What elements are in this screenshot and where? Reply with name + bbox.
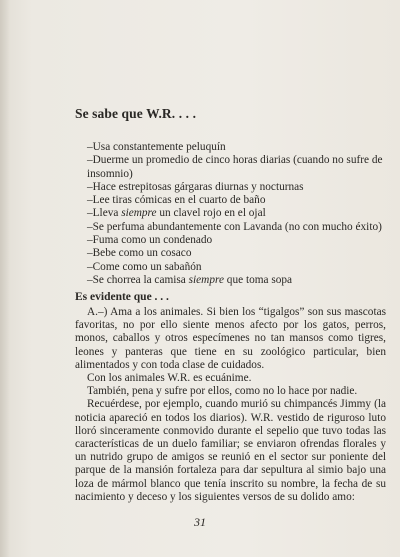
list-item: –Bebe como un cosaco xyxy=(87,247,192,260)
list-item: –Lee tiras cómicas en el cuarto de baño xyxy=(87,194,266,207)
paragraph: Con los animales W.R. es ecuánime. xyxy=(87,372,252,385)
list-item: –Fuma como un condenado xyxy=(87,234,213,247)
habits-list xyxy=(87,141,387,287)
list-item: –Lleva siempre un clavel rojo en el ojal xyxy=(87,207,266,220)
list-item: –Se perfuma abundantemente con Lavanda (no con mucho éxito) xyxy=(87,220,382,233)
list-item: –Duerme un promedio de cinco horas diarias (cuando no sufre de insomnio) xyxy=(87,154,383,180)
section-heading-es-evidente: Es evidente que . . . xyxy=(75,291,169,303)
list-item: –Usa constantemente peluquín xyxy=(87,141,226,153)
list-item: –Se chorrea la camisa siempre que toma sopa xyxy=(87,273,293,286)
page-number: 31 xyxy=(194,515,206,529)
section-heading-se-sabe: Se sabe que W.R. . . . xyxy=(75,106,197,121)
list-item: –Hace estrepitosas gárgaras diurnas y nocturnas xyxy=(87,180,304,193)
paragraph: También, pena y sufre por ellos, como no lo hace por nadie. xyxy=(87,385,358,398)
paragraph: A.–) Ama a los animales. Si bien los “tigalgos” son sus mascotas favoritas, no por ello siente menos afecto por los gatos, perros, monos, caballos y otros especímenes no tan mansos como tigres, leones y panteras que tiene en su zoológico particular, bien alimentados y con toda clase de cuidados. xyxy=(75,306,386,371)
body-text xyxy=(75,306,386,504)
paragraph: Recuérdese, por ejemplo, cuando murió su chimpancés Jimmy (la noticia apareció en todos los diarios). W.R. vestido de riguroso luto lloró sinceramente conmovido durante el sepelio que tuvo todas las características de un duelo familiar; se enviaron ofrendas florales y un nutrido grupo de amigos se reunió en el sector sur poniente del parque de la mansión fortaleza para dar sepultura al simio bajo una loza de mármol blanco que tenía inscrito su nombre, la fecha de su nacimiento y deceso y los siguientes versos de su dolido amo: xyxy=(75,398,386,503)
list-item: –Come como un sabañón xyxy=(87,260,202,273)
